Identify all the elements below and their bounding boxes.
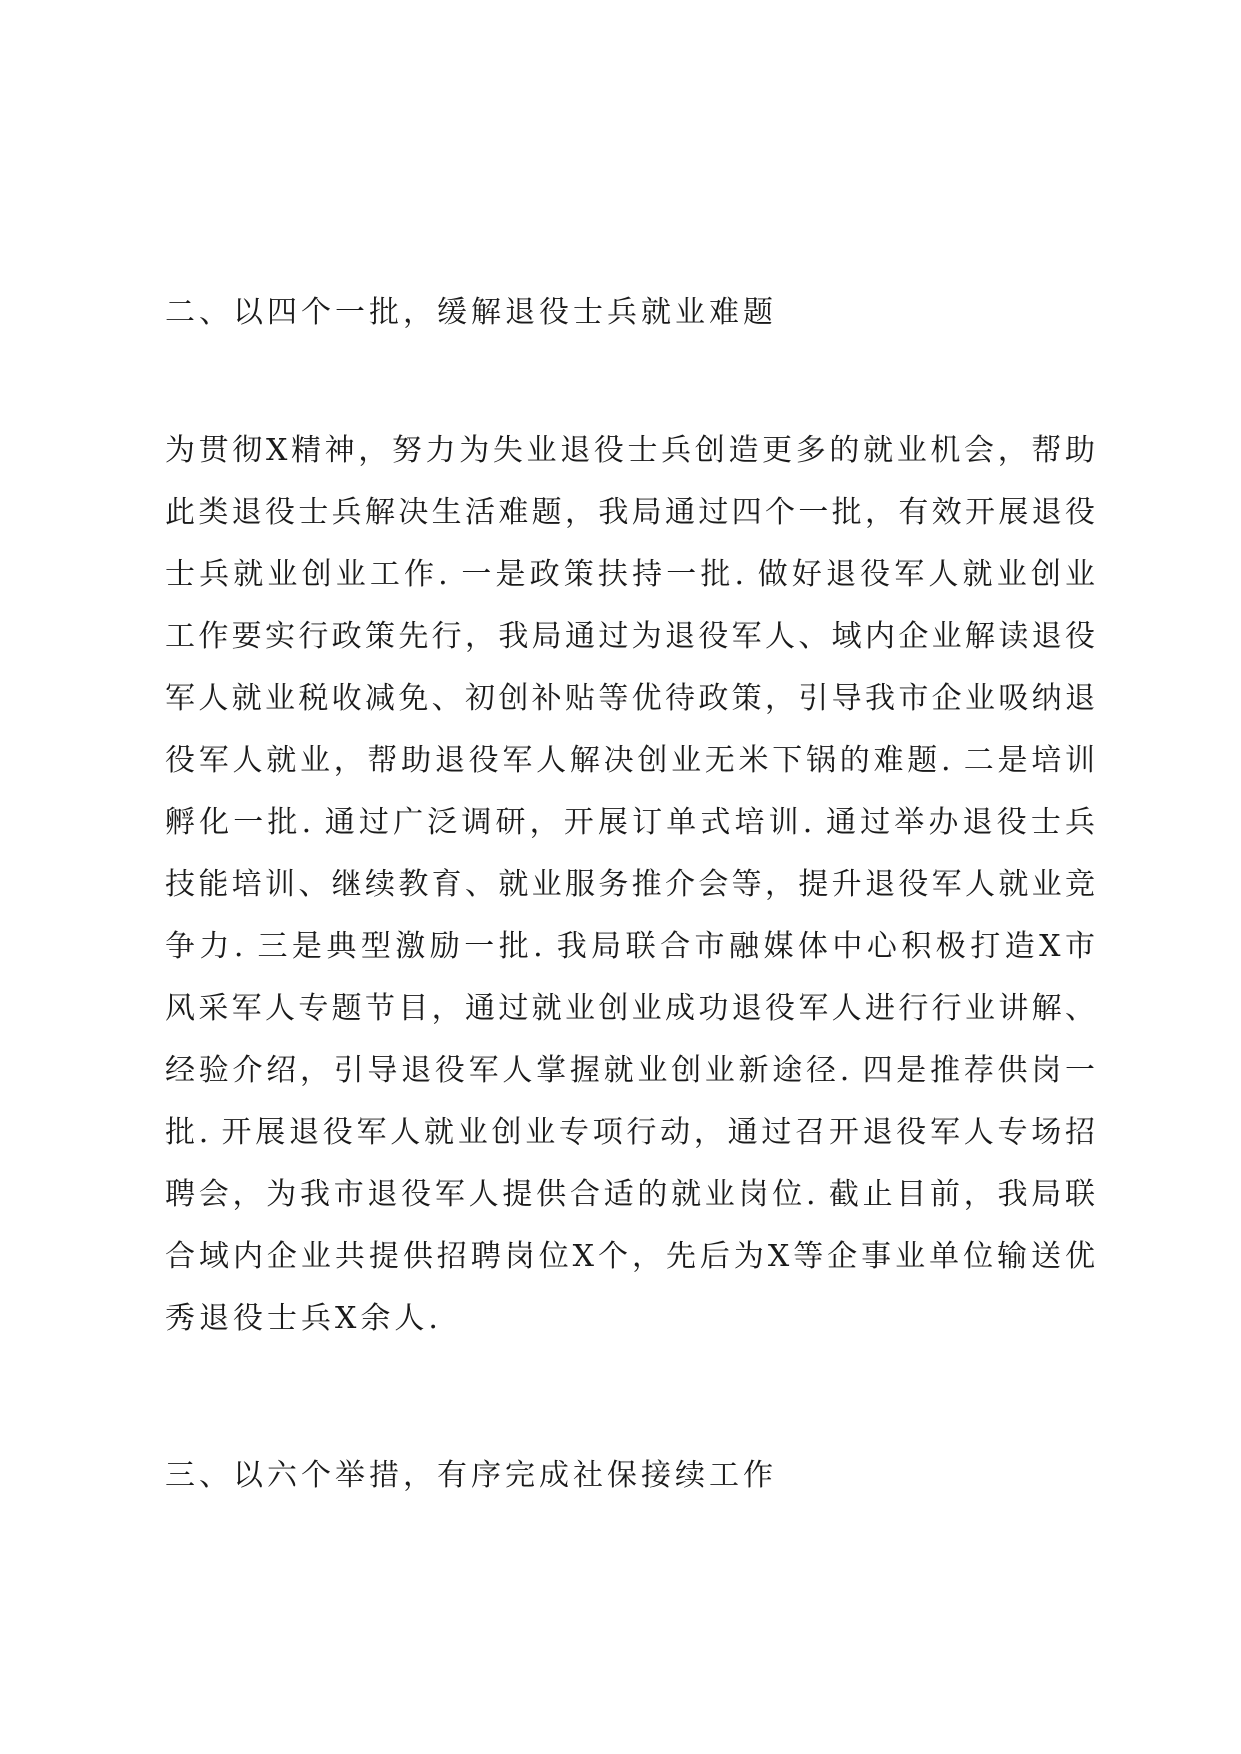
body-line-8: 技能培训、继续教育、就业服务推介会等，提升退役军人就业竞 bbox=[165, 867, 1095, 902]
body-line-9: 争力. 三是典型激励一批. 我局联合市融媒体中心积极打造X市 bbox=[165, 929, 1095, 964]
body-line-1: 为贯彻X精神，努力为失业退役士兵创造更多的就业机会，帮助 bbox=[165, 433, 1095, 468]
section-3-heading: 三、以六个举措，有序完成社保接续工作 bbox=[165, 1458, 777, 1493]
section-2-heading: 二、以四个一批，缓解退役士兵就业难题 bbox=[165, 295, 777, 330]
body-line-13: 聘会，为我市退役军人提供合适的就业岗位. 截止目前，我局联 bbox=[165, 1177, 1095, 1212]
body-line-3: 士兵就业创业工作. 一是政策扶持一批. 做好退役军人就业创业 bbox=[165, 557, 1095, 592]
section-2-body bbox=[165, 420, 1095, 1350]
body-line-4: 工作要实行政策先行，我局通过为退役军人、域内企业解读退役 bbox=[165, 619, 1095, 654]
body-line-2: 此类退役士兵解决生活难题，我局通过四个一批，有效开展退役 bbox=[165, 495, 1095, 530]
body-line-15: 秀退役士兵X余人. bbox=[165, 1301, 442, 1336]
body-line-12: 批. 开展退役军人就业创业专项行动，通过召开退役军人专场招 bbox=[165, 1115, 1095, 1150]
body-line-14: 合域内企业共提供招聘岗位X个，先后为X等企事业单位输送优 bbox=[165, 1239, 1095, 1274]
body-line-5: 军人就业税收减免、初创补贴等优待政策，引导我市企业吸纳退 bbox=[165, 681, 1095, 716]
body-line-7: 孵化一批. 通过广泛调研，开展订单式培训. 通过举办退役士兵 bbox=[165, 805, 1095, 840]
body-line-10: 风采军人专题节目，通过就业创业成功退役军人进行行业讲解、 bbox=[165, 991, 1095, 1026]
body-line-11: 经验介绍，引导退役军人掌握就业创业新途径. 四是推荐供岗一 bbox=[165, 1053, 1095, 1088]
body-line-6: 役军人就业，帮助退役军人解决创业无米下锅的难题. 二是培训 bbox=[165, 743, 1095, 778]
